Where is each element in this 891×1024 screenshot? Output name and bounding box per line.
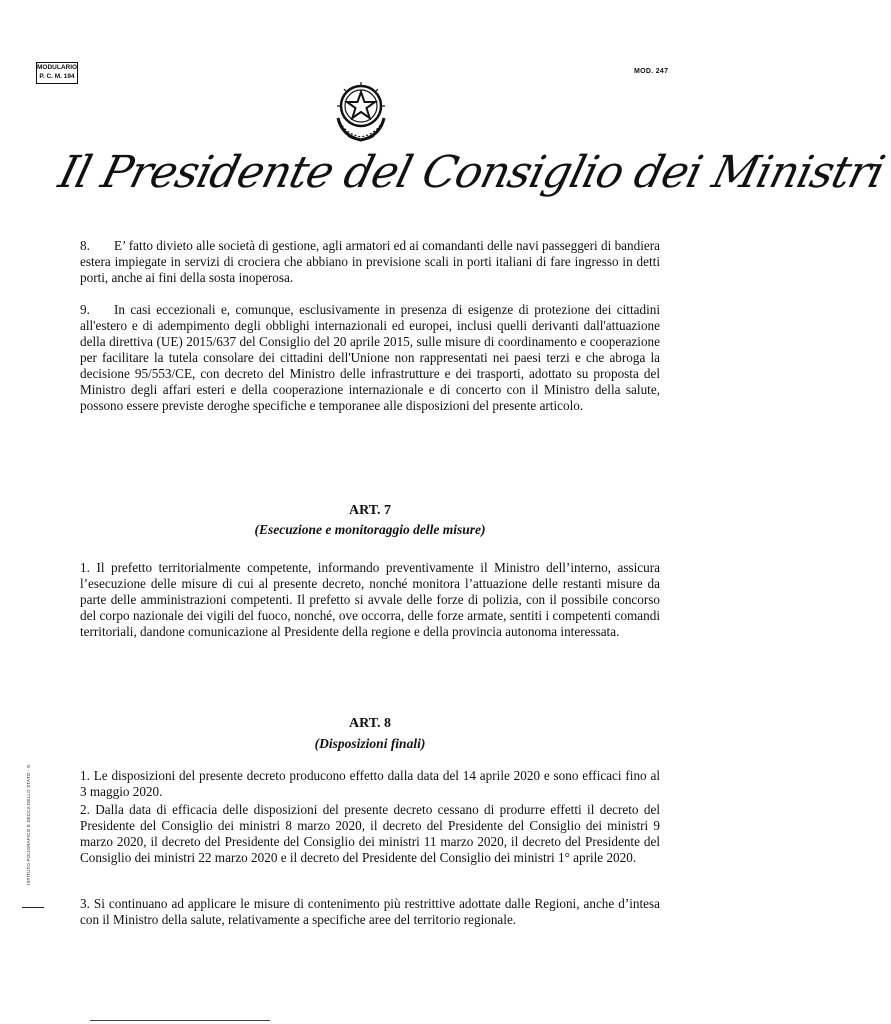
article-7-subtitle: (Esecuzione e monitoraggio delle misure) — [254, 522, 486, 537]
article-8-title: ART. 8 — [348, 716, 392, 731]
article-8-subtitle: (Disposizioni finali) — [314, 736, 426, 751]
stamp-line-2: P. C. M. 194 — [39, 73, 75, 80]
article-7-text: 1. Il prefetto territorialmente competente, informando preventivamente il Ministro dell’interno, assicura l’esecuzione delle misure di cui al presente decreto, nonché monitora l’attuazione delle restanti misure da parte delle amministrazioni competenti. Il prefetto si avvale delle forze di polizia, con il possibile concorso del corpo nazionale dei vigili del fuoco, nonché, ove occorra, delle forze armate, sentiti i competenti comandi territoriali, dandone comunicazione al Presidente della regione e della provincia autonoma interessata. — [80, 560, 660, 639]
paragraph-number: 8. — [80, 238, 90, 253]
margin-rule — [22, 907, 44, 908]
mod-number: MOD. 247 — [634, 68, 669, 75]
paragraph-8 — [80, 238, 660, 286]
italian-republic-emblem-icon — [328, 78, 394, 144]
printer-imprint: ISTITUTO POLIGRAFICO E ZECCA DELLO STATO - S. — [26, 763, 31, 885]
paragraph-text: In casi eccezionali e, comunque, esclusivamente in presenza di esigenze di protezione dei cittadini all'estero e di adempimento degli obblighi internazionali ed europei, inclusi quelli derivanti dall'attuazione della direttiva (UE) 2015/637 del Consiglio del 20 aprile 2015, sulle misure di coordinamento e cooperazione per facilitare la tutela consolare dei cittadini dell'Unione non rappresentati nei paesi terzi e che abroga la decisione 95/553/CE, con decreto del Ministro delle infrastrutture e dei trasporti, adottato su proposta del Ministro degli affari esteri e della cooperazione internazionale e di concerto con il Ministro della salute, possono essere previste deroghe specifiche e temporanee alle disposizioni del presente articolo. — [80, 302, 660, 413]
article-8-item-3: 3. Si continuano ad applicare le misure di contenimento più restrittive adottate dalle Regioni, anche d’intesa con il Ministro della salute, relativamente a specifiche aree del territorio regionale. — [80, 896, 660, 927]
stamp-line-1: MODULARIO — [37, 64, 78, 71]
modulario-stamp — [36, 62, 78, 84]
article-7-title: ART. 7 — [348, 503, 392, 518]
page-heading: Il Presidente del Consiglio dei Ministri — [53, 147, 889, 198]
paragraph-text: E’ fatto divieto alle società di gestione, agli armatori ed ai comandanti delle navi passeggeri di bandiera estera impiegate in servizi di crociera che abbiano in previsione scali in porti italiani di fare ingresso in detti porti, anche ai fini della sosta inoperosa. — [80, 238, 660, 285]
paragraph-number: 9. — [80, 302, 90, 317]
article-8-item-1: 1. Le disposizioni del presente decreto producono effetto dalla data del 14 aprile 2020 e sono efficaci fino al 3 maggio 2020. — [80, 768, 660, 799]
paragraph-9 — [80, 302, 660, 414]
bottom-rule — [90, 1020, 270, 1021]
article-8-item-2: 2. Dalla data di efficacia delle disposizioni del presente decreto cessano di produrre effetti il decreto del Presidente del Consiglio dei ministri 8 marzo 2020, il decreto del Presidente del Consiglio dei ministri 9 marzo 2020, il decreto del Presidente del Consiglio dei ministri 11 marzo 2020, il decreto del Presidente del Consiglio dei ministri 22 marzo 2020 e il decreto del Presidente del Consiglio dei ministri 1° aprile 2020. — [80, 802, 660, 865]
